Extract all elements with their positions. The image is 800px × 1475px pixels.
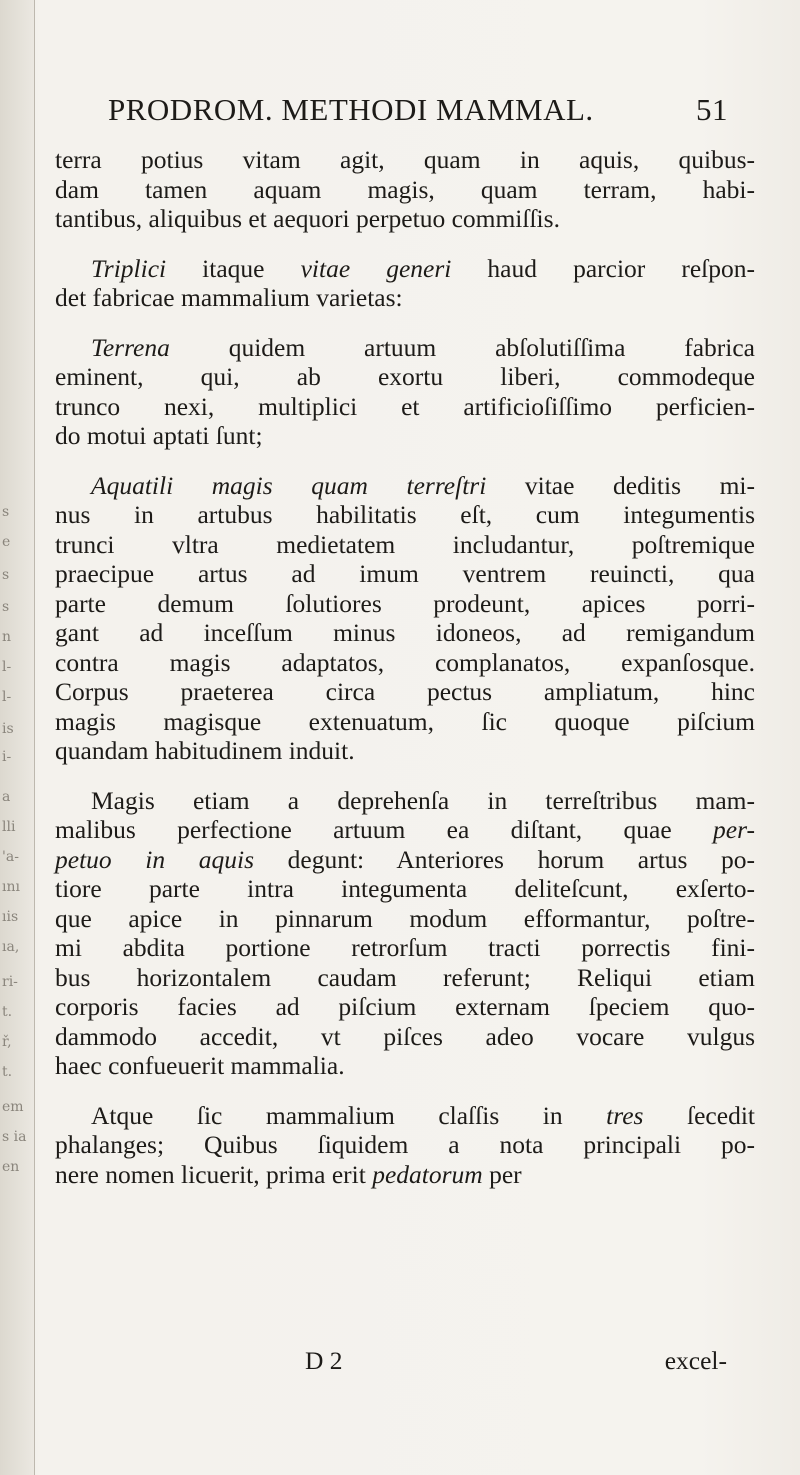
text-line: mi abdita portione retrorſum tracti porrectis fini-	[55, 933, 755, 962]
bleed-glyph: s	[2, 567, 10, 583]
bleed-glyph: l-	[2, 689, 12, 705]
bleed-glyph: n	[2, 629, 12, 645]
running-header	[108, 92, 728, 128]
bleed-glyph: ını	[2, 879, 20, 895]
text-line: tiore parte intra integumenta deliteſcunt, exſerto-	[55, 874, 755, 903]
bleed-glyph: ıis	[2, 909, 19, 925]
bleed-glyph: lli	[2, 819, 16, 835]
text-line: corporis facies ad piſcium externam ſpeciem quo-	[55, 992, 755, 1021]
text-line: petuo in aquis degunt: Anteriores horum artus po-	[55, 844, 755, 874]
gutter-edge	[34, 0, 35, 1475]
text-line: trunco nexi, multiplici et artificioſiſſimo perficien-	[55, 391, 755, 421]
bleed-glyph: s	[2, 599, 10, 615]
paragraph	[55, 254, 755, 313]
text-line: Triplici itaque vitae generi haud parcior reſpon-	[91, 253, 755, 283]
text-line: do motui aptati ſunt;	[55, 421, 263, 450]
bleed-glyph: t.	[2, 1004, 13, 1020]
text-line: bus horizontalem caudam referunt; Reliqui etiam	[55, 962, 755, 992]
text-line: Aquatili magis quam terreſtri vitae deditis mi-	[91, 470, 755, 500]
signature-mark: D 2	[305, 1346, 343, 1375]
paragraph	[55, 333, 755, 451]
text-line: nere nomen licuerit, prima erit pedatorum per	[55, 1159, 522, 1189]
text-line: dammodo accedit, vt piſces adeo vocare vulgus	[55, 1021, 755, 1051]
paragraph	[55, 145, 755, 234]
bleed-glyph: l-	[2, 659, 12, 675]
text-line: parte demum ſolutiores prodeunt, apices porri-	[55, 588, 755, 618]
page-gutter	[0, 0, 34, 1475]
text-line: magis magisque extenuatum, ſic quoque piſcium	[55, 706, 755, 736]
catchword: excel-	[664, 1346, 727, 1375]
text-line: Terrena quidem artuum abſolutiſſima fabrica	[91, 332, 755, 362]
bleed-glyph: ıa,	[2, 939, 20, 955]
bleed-glyph: ri-	[2, 974, 18, 990]
text-line: gant ad inceſſum minus idoneos, ad remigandum	[55, 618, 755, 647]
text-line: contra magis adaptatos, complanatos, expanſosque.	[55, 647, 755, 677]
paragraph	[55, 1101, 755, 1190]
text-line: Corpus praeterea circa pectus ampliatum, hinc	[55, 677, 755, 706]
bleed-glyph: e	[2, 534, 11, 550]
bleed-glyph: 'a-	[2, 849, 19, 865]
text-line: trunci vltra medietatem includantur, poſtremique	[55, 529, 755, 559]
paragraph	[55, 786, 755, 1081]
text-line: phalanges; Quibus ſiquidem a nota principali po-	[55, 1130, 755, 1159]
text-line: dam tamen aquam magis, quam terram, habi-	[55, 174, 755, 204]
text-line: terra potius vitam agit, quam in aquis, quibus-	[55, 145, 755, 174]
bleed-glyph: t.	[2, 1064, 13, 1080]
bleed-glyph: i-	[2, 749, 12, 765]
text-line: det fabricae mammalium varietas:	[55, 283, 403, 312]
text-line: tantibus, aliquibus et aequori perpetuo commiſſis.	[55, 204, 560, 233]
text-line: quandam habitudinem induit.	[55, 736, 355, 765]
text-line: Magis etiam a deprehenſa in terreſtribus mam-	[91, 785, 755, 815]
text-line: nus in artubus habilitatis eſt, cum integumentis	[55, 500, 755, 529]
text-line: Atque ſic mammalium claſſis in tres ſecedit	[91, 1100, 755, 1130]
text-line: praecipue artus ad imum ventrem reuincti, qua	[55, 559, 755, 588]
bleed-glyph: s ia	[2, 1129, 27, 1145]
body-text	[55, 145, 755, 1209]
bleed-glyph: em	[2, 1099, 24, 1115]
text-line: que apice in pinnarum modum efformantur, poſtre-	[55, 903, 755, 933]
bleed-glyph: a	[2, 789, 11, 805]
bleed-glyph: ř,	[2, 1034, 12, 1050]
text-line: haec confueuerit mammalia.	[55, 1051, 345, 1080]
bleed-glyph: is	[2, 721, 14, 737]
paragraph	[55, 471, 755, 766]
text-line: malibus perfectione artuum ea diſtant, quae per-	[55, 815, 755, 844]
text-line: eminent, qui, ab exortu liberi, commodeque	[55, 362, 755, 391]
bleed-glyph: en	[2, 1159, 20, 1175]
bleed-glyph: s	[2, 504, 10, 520]
page-number: 51	[696, 92, 728, 127]
running-title: PRODROM. METHODI MAMMAL.	[108, 92, 594, 127]
